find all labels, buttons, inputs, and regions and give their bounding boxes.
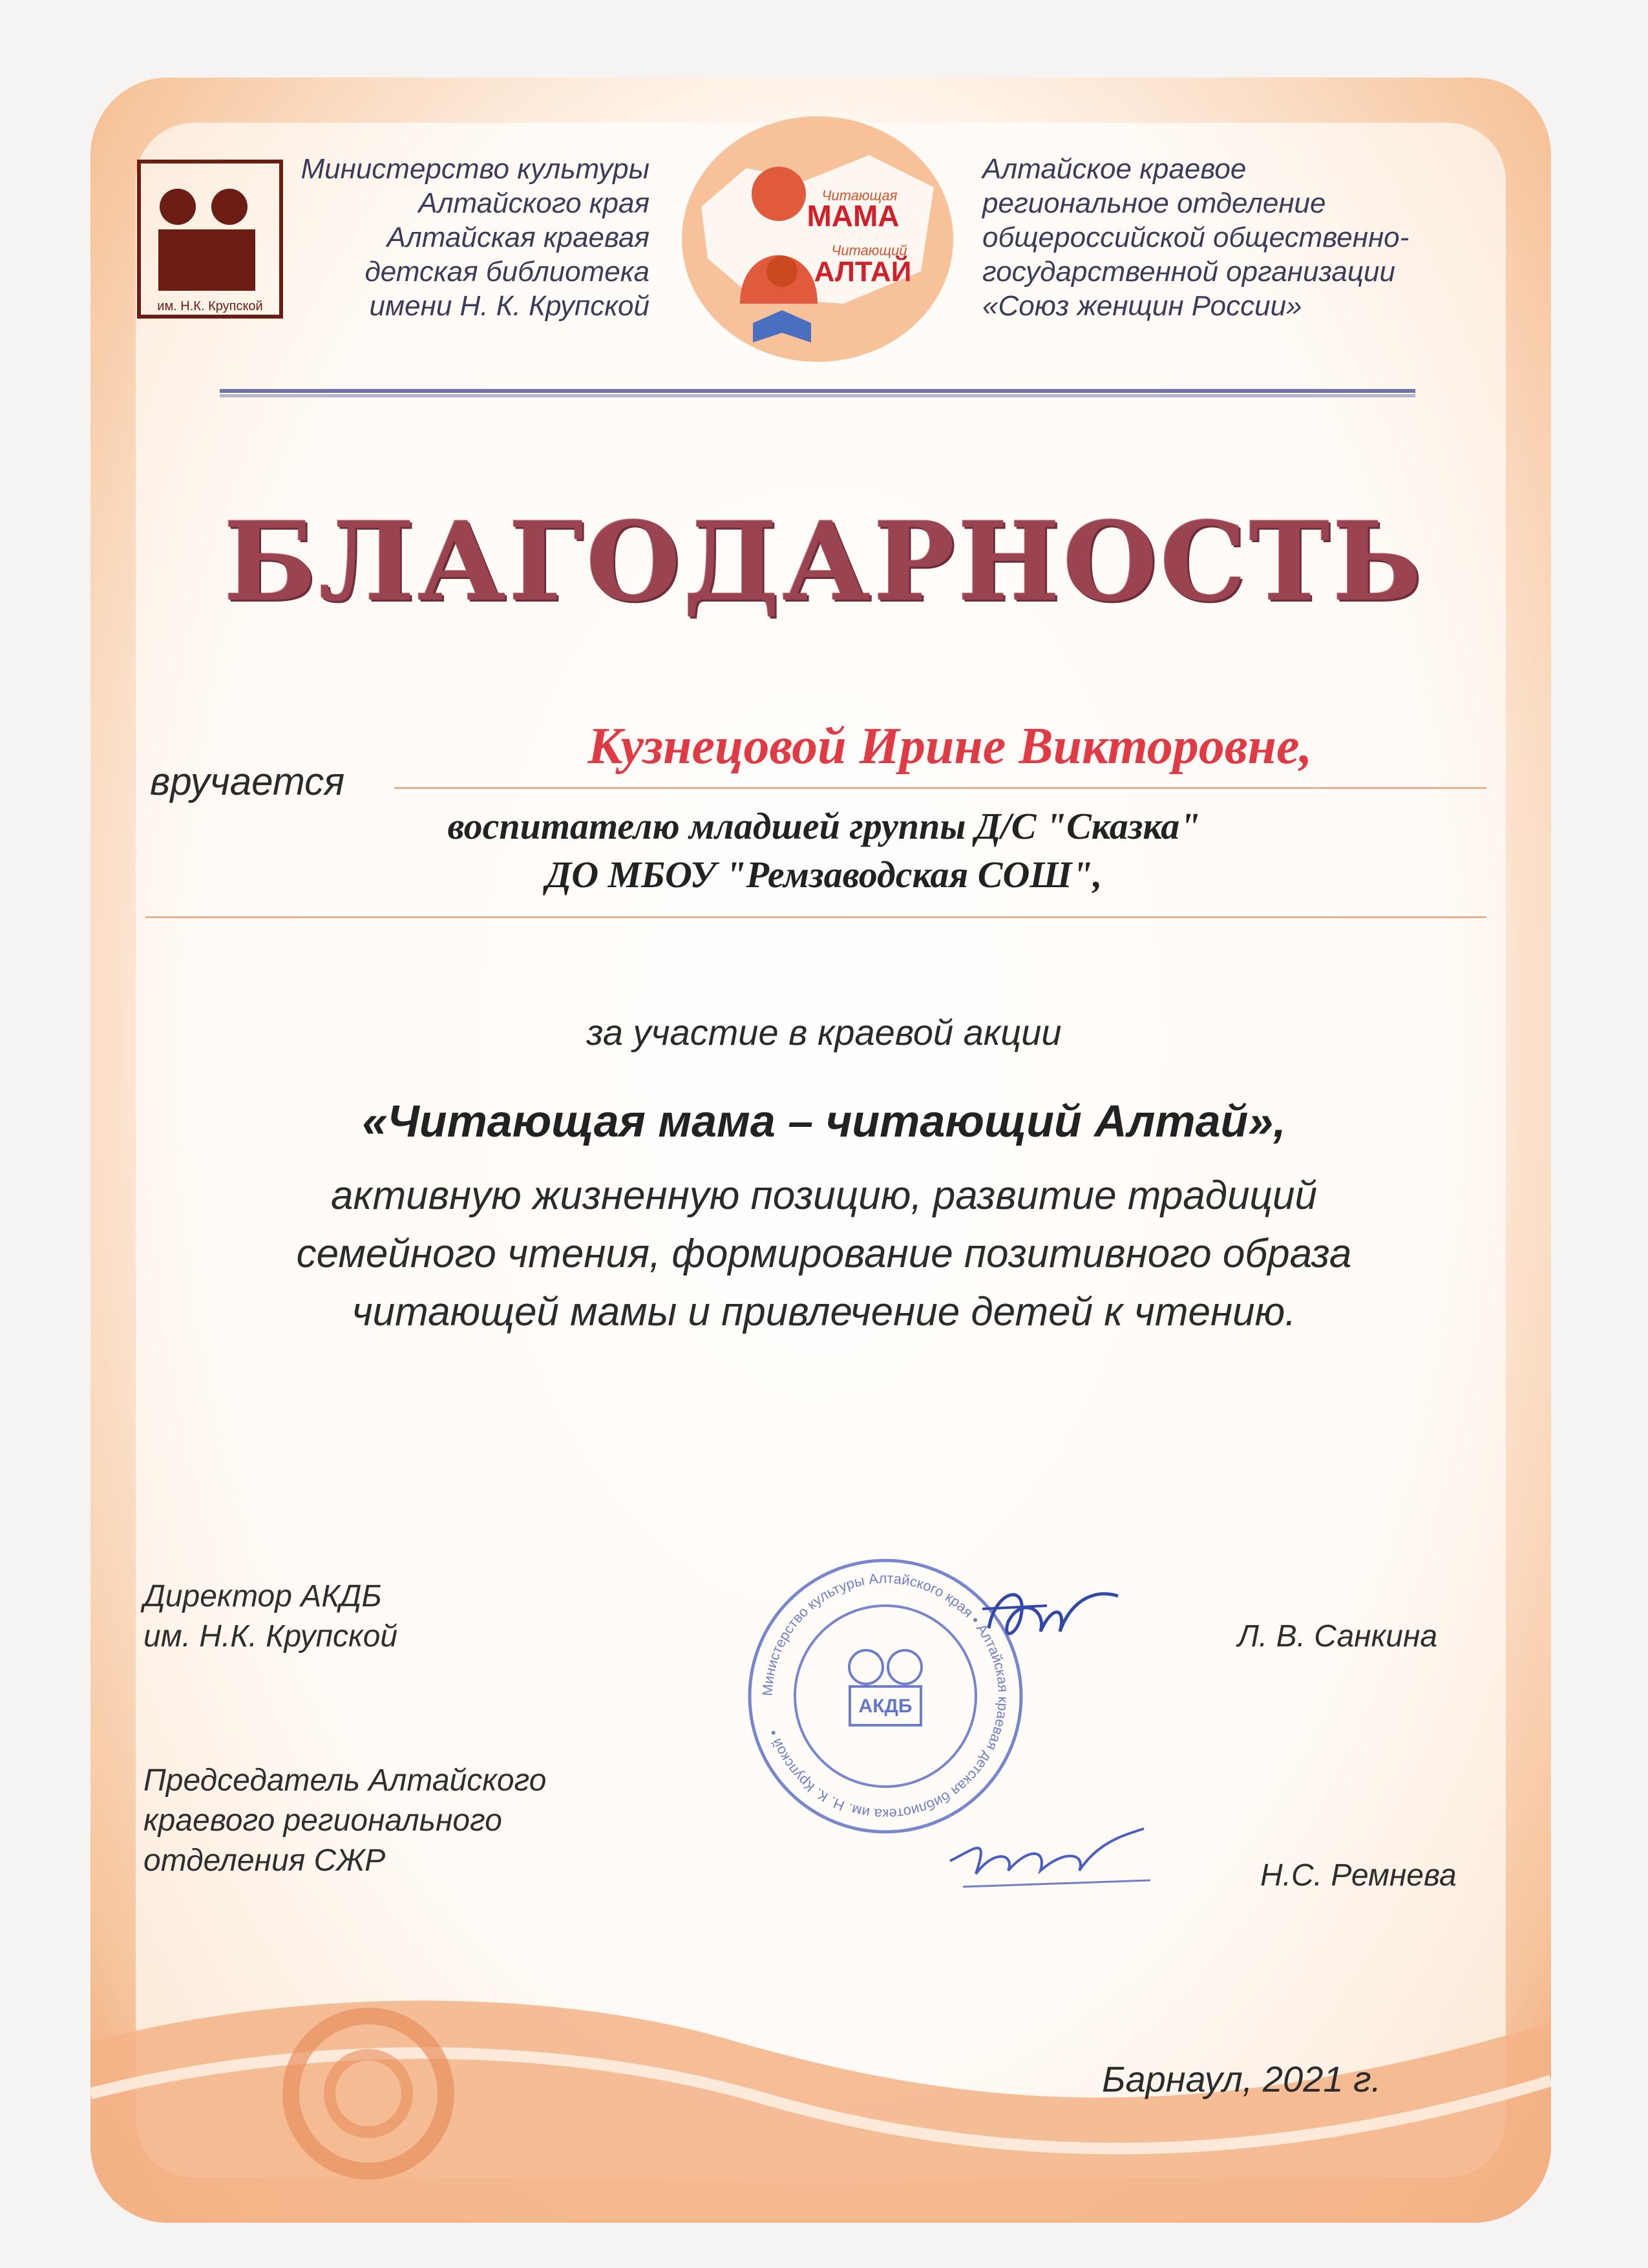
chairperson-name: Н.С. Ремнева	[1260, 1858, 1457, 1893]
chairperson-title-line: краевого регионального	[143, 1803, 502, 1838]
director-title-line: им. Н.К. Крупской	[143, 1619, 398, 1654]
reason-line: читающей мамы и привлечение детей к чтению.	[352, 1290, 1296, 1334]
campaign-name: «Читающая мама – читающий Алтай»,	[362, 1096, 1286, 1146]
recipient-name: Кузнецовой Ирине Викторовне,	[587, 718, 1313, 775]
chairperson-signature	[937, 1809, 1170, 1906]
reason-intro: за участие в краевой акции	[586, 1012, 1062, 1053]
header-right-line: региональное отделение	[982, 187, 1326, 219]
organization-underline	[145, 916, 1486, 918]
director-signature	[969, 1570, 1137, 1661]
awarded-label: вручается	[150, 760, 345, 803]
logo-word-mama: МАМА	[807, 199, 900, 233]
stamp-ring-text: Министерство культуры Алтайского края • Алтайская краевая детская библиотека им. Н. К. Крупской •	[759, 1570, 1012, 1823]
library-logo-caption: им. Н.К. Крупской	[157, 299, 263, 313]
header-left-organization	[259, 152, 650, 323]
recipient-position: воспитателю младшей группы Д/С "Сказка"	[447, 805, 1201, 847]
recipient-organization: ДО МБОУ "Ремзаводская СОШ",	[545, 854, 1103, 896]
header-right-line: общероссийской общественно-	[982, 222, 1410, 253]
city-year: Барнаул, 2021 г.	[1102, 2059, 1382, 2099]
header-divider	[220, 388, 1415, 399]
header-left-line: детская библиотека	[364, 256, 650, 288]
logo-small-top-text: Читающая	[821, 187, 898, 204]
header-left-line: Алтайского края	[418, 187, 650, 219]
header-left-line: Алтайская краевая	[386, 222, 650, 253]
director-name: Л. В. Санкина	[1238, 1619, 1438, 1654]
stamp-center-text: АКДБ	[858, 1696, 913, 1717]
recipient-underline	[394, 787, 1486, 789]
header-right-line: государственной организации	[982, 256, 1395, 288]
header-right-line: Алтайское краевое	[982, 153, 1247, 185]
reading-mom-logo	[675, 110, 960, 368]
reason-line: семейного чтения, формирование позитивного образа	[296, 1232, 1352, 1276]
header-left-line: Министерство культуры	[301, 153, 650, 185]
director-title-line: Директор АКДБ	[143, 1579, 382, 1613]
header-right-organization	[982, 152, 1474, 323]
logo-small-bottom-text: Читающий	[831, 242, 907, 258]
chairperson-title-line: отделения СЖР	[143, 1843, 386, 1878]
chairperson-title-line: Председатель Алтайского	[143, 1763, 547, 1798]
header-right-line: «Союз женщин России»	[982, 290, 1302, 322]
chairperson-title	[143, 1761, 546, 1881]
logo-word-altai: АЛТАЙ	[814, 256, 912, 288]
certificate-title: БЛАГОДАРНОСТЬ	[223, 498, 1425, 625]
certificate-frame	[90, 78, 1551, 2223]
director-title	[143, 1577, 397, 1657]
reason-line: активную жизненную позицию, развитие традиций	[331, 1173, 1317, 1218]
header-left-line: имени Н. К. Крупской	[369, 290, 650, 322]
